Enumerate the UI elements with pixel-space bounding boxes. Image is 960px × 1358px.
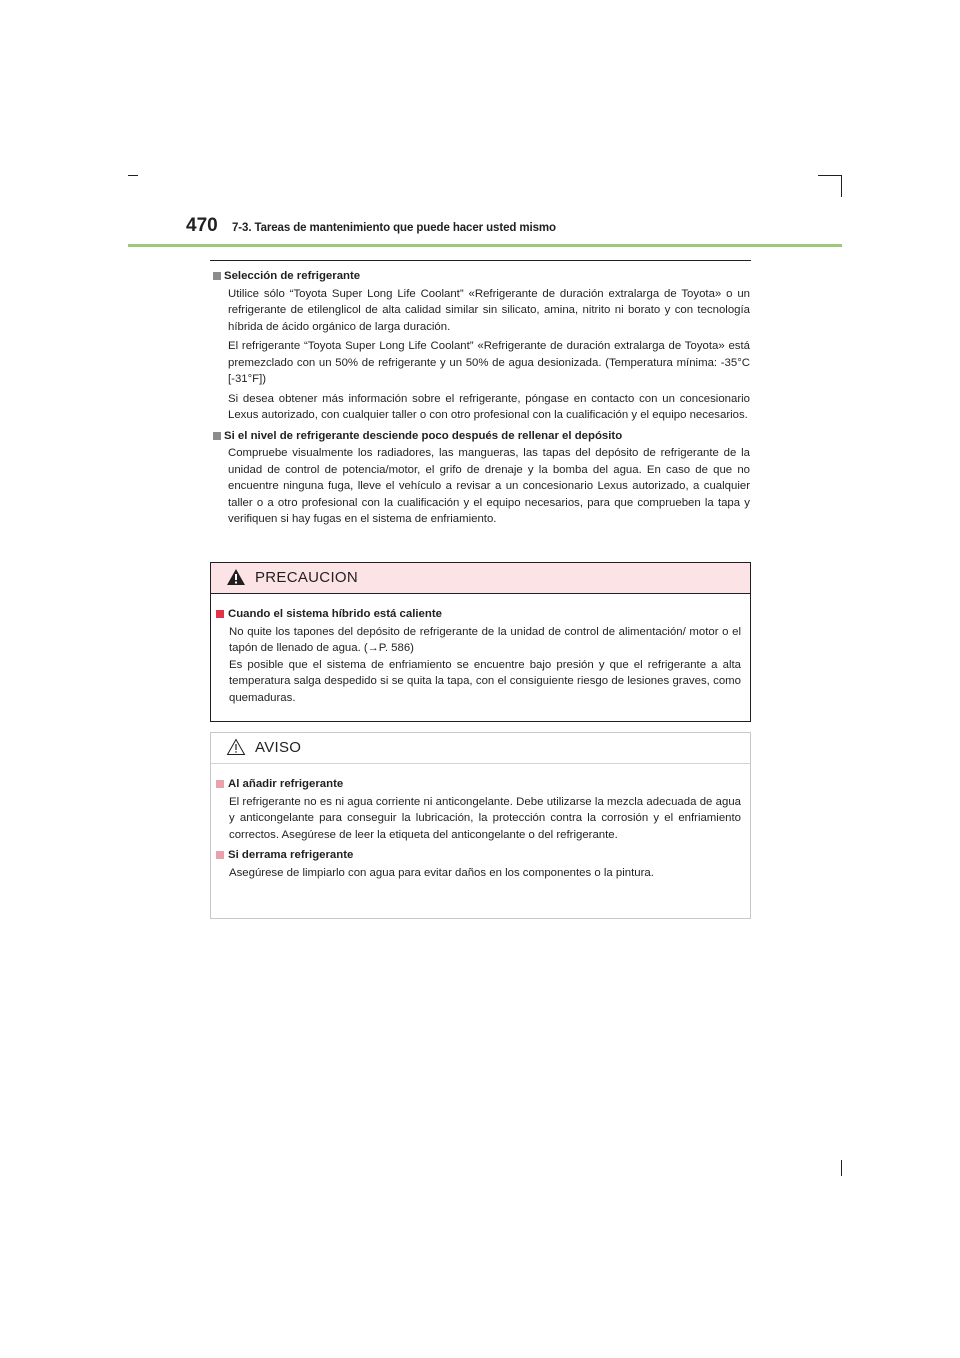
notice-body xyxy=(211,764,750,881)
caution-paragraph: No quite los tapones del depósito de refrigerante de la unidad de control de alimentación/ motor o el tapón de llenado de agua. (→P. 586) Es posible que el sistema de enfriamiento se encuentre bajo presión y que el refrigerante a alta temperatura salga despedido si se quita la tapa, con el consiguiente riesgo de lesiones graves, como quemaduras. xyxy=(229,625,741,704)
section-heading: Si el nivel de refrigerante desciende poco después de rellenar el depósito xyxy=(210,428,750,445)
crop-mark-top-right-v xyxy=(841,175,842,197)
caution-box xyxy=(210,562,751,722)
caution-title: PRECAUCION xyxy=(255,569,359,586)
paragraph: Utilice sólo “Toyota Super Long Life Coolant” «Refrigerante de duración extralarga de Toyota» o un refrigerante de etilenglicol de alta calidad similar sin silicato, amina, nitrito ni borato y con tecnología híbrida de ácido orgánico de larga duración. xyxy=(228,287,750,333)
paragraph: Si desea obtener más información sobre el refrigerante, póngase en contacto con un concesionario Lexus autorizado, con cualquier taller o con otro profesional con la cualificación y el equipo necesarios. xyxy=(228,392,750,421)
arrow-right-icon: → xyxy=(367,642,379,654)
notice-heading: Al añadir refrigerante xyxy=(211,776,741,793)
square-bullet-icon xyxy=(213,272,221,280)
notice-title: AVISO xyxy=(255,739,302,756)
notice-paragraph: El refrigerante no es ni agua corriente ni anticongelante. Debe utilizarse la mezcla adecuada de agua y anticongelante para conseguir la lubricación, la protección contra la corrosión y el enfriamiento correctos. Asegúrese de leer la etiqueta del anticongelante o del refrigerante. xyxy=(229,795,741,841)
section-coolant-selection xyxy=(210,268,750,424)
paragraph: El refrigerante “Toyota Super Long Life Coolant” «Refrigerante de duración extralarga de Toyota» está premezclado con un 50% de refrigerante y un 50% de agua desionizada. (Temperatura mínima: -35°C [-31°F]) xyxy=(228,340,750,385)
section-coolant-level-drops xyxy=(210,428,750,528)
section-heading: Selección de refrigerante xyxy=(210,268,750,285)
warning-outline-icon xyxy=(226,738,246,756)
caution-title-bar xyxy=(211,563,750,594)
page-reference[interactable]: P. 586) xyxy=(378,642,414,654)
caution-body xyxy=(211,594,750,706)
notice-heading: Si derrama refrigerante xyxy=(211,847,741,864)
square-bullet-icon xyxy=(216,610,224,618)
square-bullet-icon xyxy=(216,851,224,859)
square-bullet-icon xyxy=(216,780,224,788)
section-rule xyxy=(210,260,751,261)
crop-mark-bottom-right-v xyxy=(841,1160,842,1176)
page-number: 470 xyxy=(186,215,218,236)
crop-mark-top-right-h xyxy=(818,175,842,176)
crop-mark-top-left xyxy=(128,175,138,176)
square-bullet-icon xyxy=(213,432,221,440)
caution-heading: Cuando el sistema híbrido está caliente xyxy=(211,606,741,623)
header-title: 7-3. Tareas de mantenimiento que puede hacer usted mismo xyxy=(232,222,556,234)
notice-title-bar xyxy=(211,733,750,764)
notice-box xyxy=(210,732,751,919)
notice-paragraph: Asegúrese de limpiarlo con agua para evitar daños en los componentes o la pintura. xyxy=(229,866,654,879)
header-rule xyxy=(128,244,842,247)
warning-filled-icon xyxy=(226,568,246,586)
main-content xyxy=(210,268,750,532)
paragraph: Compruebe visualmente los radiadores, las mangueras, las tapas del depósito de refrigerante de la unidad de control de potencia/motor, el grifo de drenaje y la bomba del agua. En caso de que no encuentre ninguna fuga, lleve el vehículo a revisar a un concesionario Lexus autorizado, a cualquier taller o a otro profesional con la cualificación y el equipo necesarios, para que comprueben la tapa y verifiquen si hay fugas en el sistema de enfriamiento. xyxy=(228,447,750,525)
